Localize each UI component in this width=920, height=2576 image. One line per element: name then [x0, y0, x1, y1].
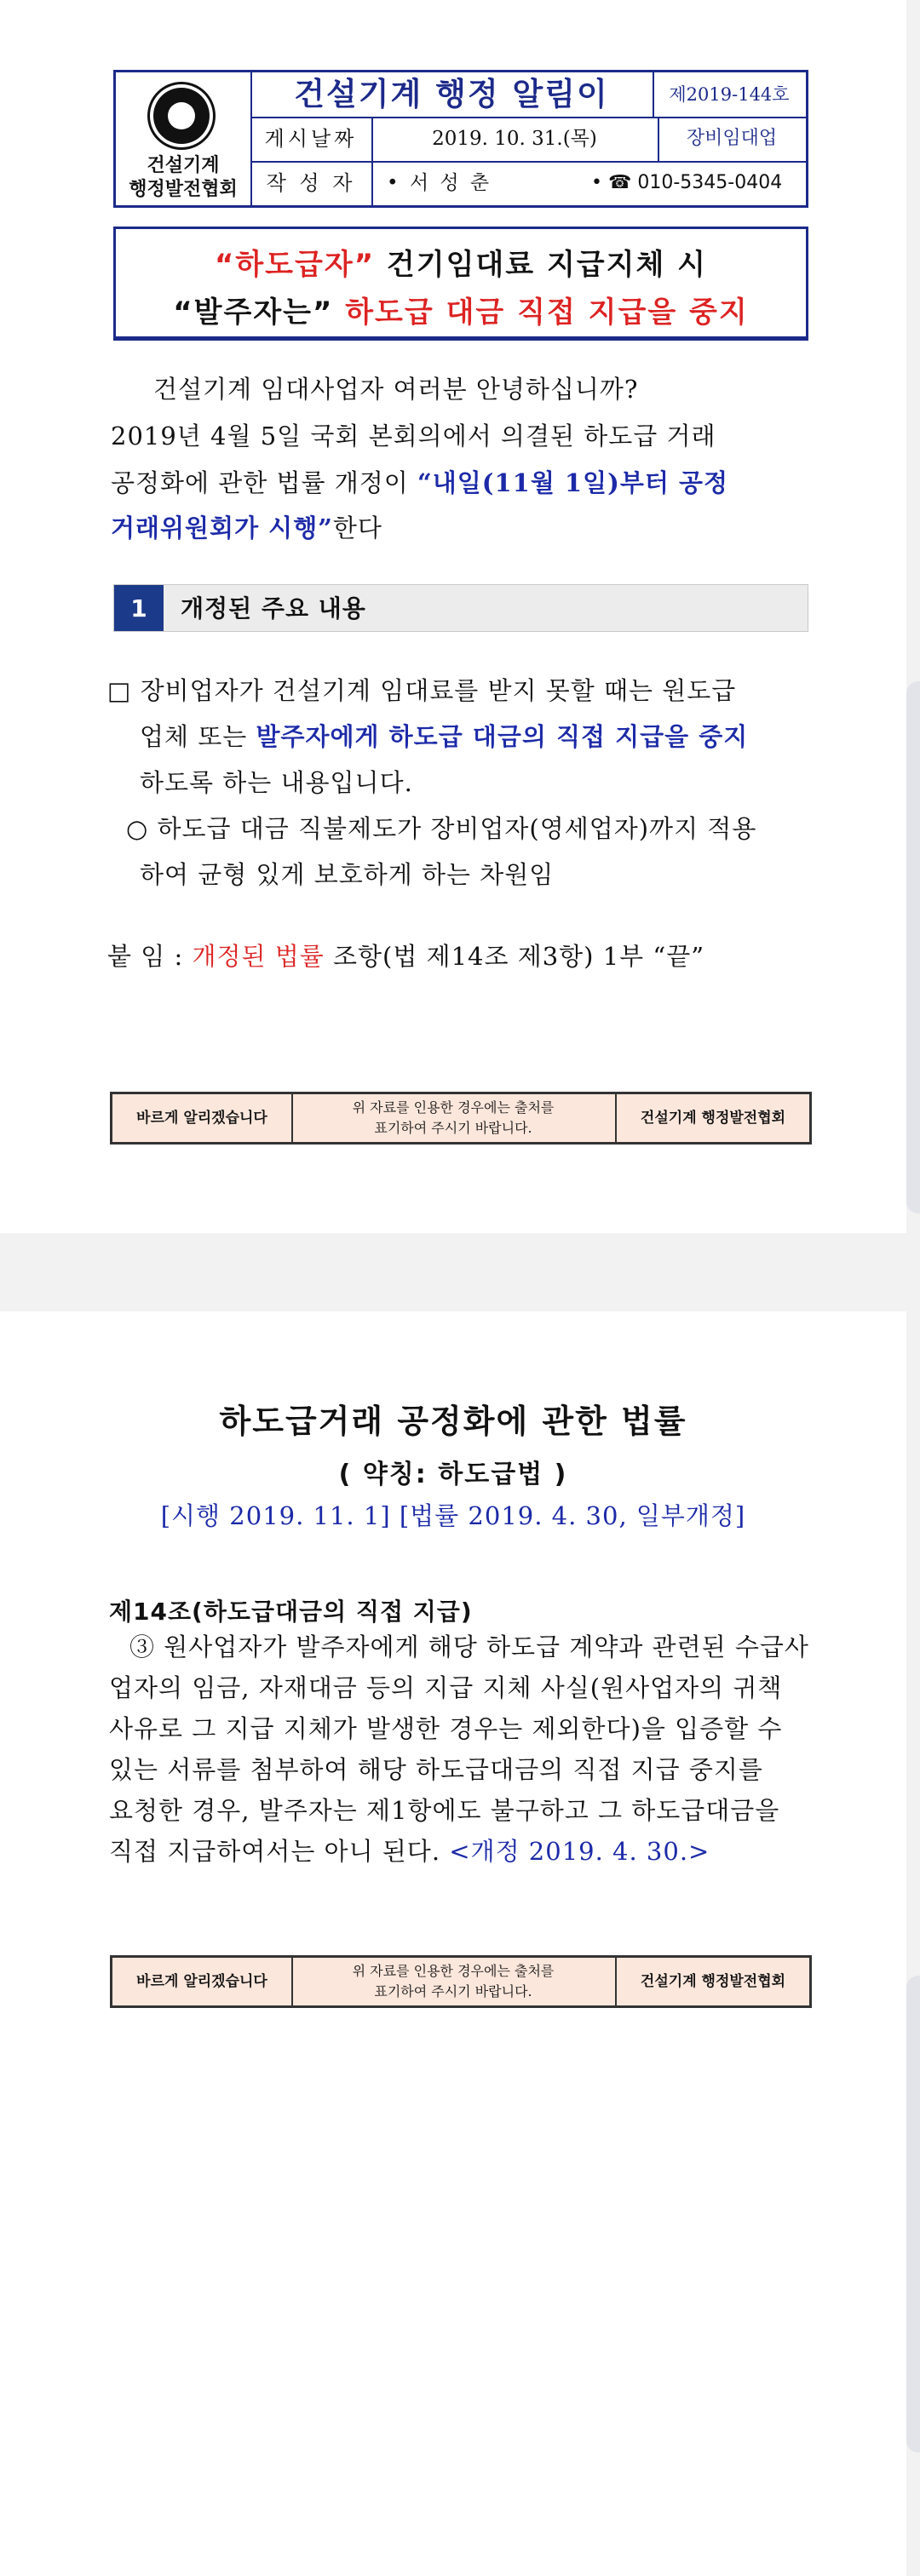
article-line-3: 사유로 그 지급 지체가 발생한 경우는 제외한다)을 입증할 수: [109, 1714, 783, 1743]
footer-middle-2: 위 자료를 인용한 경우에는 출처를 표기하여 주시기 바랍니다.: [291, 1958, 617, 2005]
law-subtitle: ( 약칭: 하도급법 ): [338, 1460, 568, 1489]
author-label: 작 성 자: [250, 161, 373, 205]
posted-row: [250, 117, 806, 163]
footer-right: 건설기계 행정발전협회: [640, 1110, 786, 1127]
headline-line2: “발주자는” 하도급 대금 직접 지급을 중지: [173, 295, 749, 330]
bullet1-line1: □ 장비업자가 건설기계 임대료를 받지 못할 때는 원도급: [107, 676, 737, 705]
intro-line2: 2019년 4월 5일 국회 본회의에서 의결된 하도급 거래: [111, 422, 716, 450]
section-number: 1: [114, 585, 164, 631]
author-phone: • ☎ 010-5345-0404: [591, 172, 783, 193]
law-effective-date: [시행 2019. 11. 1] [법률 2019. 4. 30, 일부개정]: [160, 1501, 746, 1530]
footer-left: 바르게 알리겠습니다: [112, 1094, 293, 1142]
author-row: [250, 161, 806, 205]
article-line-1: ③ 원사업자가 발주자에게 해당 하도급 계약과 관련된 수급사: [129, 1632, 809, 1661]
intro-line1: 건설기계 임대사업자 여러분 안녕하십니까?: [153, 375, 639, 404]
article-line-6: 직접 지급하여서는 아니 된다. <개정 2019. 4. 30.>: [109, 1837, 710, 1866]
headline-line1: “하도급자” 건기임대료 지급지체 시: [214, 248, 708, 282]
headline-box: [113, 227, 808, 341]
section-title: 개정된 주요 내용: [181, 594, 366, 622]
article-line-4: 있는 서류를 첨부하여 해당 하도급대금의 직접 지급 중지를: [109, 1755, 763, 1784]
bullet2-line1: ○ 하도급 대금 직불제도가 장비업자(영세업자)까지 적용: [126, 814, 757, 843]
posted-date: 2019. 10. 31.(목): [371, 117, 659, 161]
document-page-1: [0, 0, 906, 1233]
org-name-line1: 건설기계: [147, 155, 220, 176]
bullet2-line2: 하여 균형 있게 보호하게 하는 차원임: [140, 860, 555, 889]
category-label: 장비임대업: [686, 128, 778, 149]
article-title: 제14조(하도급대금의 직접 지급): [109, 1598, 473, 1626]
law-title: 하도급거래 공정화에 관한 법률: [219, 1403, 687, 1440]
intro-line4: 거래위원회가 시행”한다: [111, 513, 382, 542]
org-name-line2: 행정발전협회: [129, 179, 238, 200]
scroll-indicator[interactable]: [906, 681, 920, 1213]
article-line-2: 업자의 임금, 자재대금 등의 지급 지체 사실(원사업자의 귀책: [109, 1673, 783, 1702]
article-line-5: 요청한 경우, 발주자는 제1항에도 불구하고 그 하도급대금을: [109, 1796, 780, 1825]
attachment-line: 붙 임 : 개정된 법률 조항(법 제14조 제3항) 1부 “끝”: [107, 942, 705, 971]
document-page-2: [0, 1311, 906, 2576]
footer-left-2: 바르게 알리겠습니다: [112, 1958, 293, 2005]
section-heading-1: [113, 584, 808, 632]
posted-label: 게시날짜: [250, 117, 373, 161]
bullet1-line3: 하도록 하는 내용입니다.: [140, 768, 413, 797]
gear-logo-icon: [153, 88, 210, 144]
association-logo-cell: [116, 72, 252, 205]
footer-notice: [110, 1092, 812, 1145]
footer-right-2: 건설기계 행정발전협회: [640, 1973, 786, 1990]
scroll-indicator-2[interactable]: [906, 1976, 920, 2453]
intro-line3: 공정화에 관한 법률 개정이 “내일(11월 1일)부터 공정: [111, 468, 728, 497]
footer-notice-2: [110, 1955, 812, 2008]
notice-header-table: [113, 70, 808, 208]
footer-middle: 위 자료를 인용한 경우에는 출처를 표기하여 주시기 바랍니다.: [291, 1094, 617, 1142]
notice-number: 제2019-144호: [653, 72, 806, 118]
notice-title: 건설기계 행정 알림이: [250, 72, 654, 118]
bullet1-line2: 업체 또는 발주자에게 하도급 대금의 직접 지급을 중지: [140, 722, 749, 751]
author-name: • 서 성 춘: [387, 172, 492, 194]
